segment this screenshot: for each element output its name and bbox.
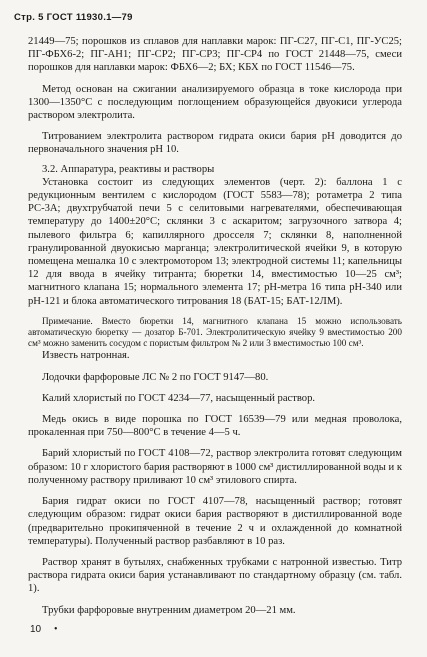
note-paragraph: Примечание. Вместо бюретки 14, магнитного клапана 15 можно использовать автоматическую бюретку — дозатор Б-701. Электролитическую ячейку 9 вместимостью 200 см³ можно заменить сосудом с пористым фильтром № 2 или 3 вместимостью 100 см³. (28, 315, 402, 349)
document-body (28, 35, 402, 617)
section-heading: 3.2. Аппаратура, реактивы и растворы (42, 163, 215, 175)
footer-mark: • (54, 624, 58, 635)
paragraph-5: Установка состоит из следующих элементов (черт. 2): баллона 1 с редукционным вентилем с кислородом (ГОСТ 5583—78); ротаметра 2 типа РС-3А; двухтрубчатой печи 5 с селитовыми нагревателями, обеспечивающая температуру до 1400±20°С; склянки 3 с аскаритом; загрузочного затвора 4; пылевого фильтра 6; капиллярного дросселя 7; склянки 8, наполненной гранулированной двуокисью марганца; электролитической ячейки 9, в которую помещена мешалка 10 с электромотором 13; электродной системы 11; капельницы 12 для ввода в ячейку титранта; бюретки 14, вместимостью 10—25 см³; магнитного клапана 15; нормального элемента 17; pH-метра 16 типа pH-340 или pH-121 и блока автоматического титрования 18 (БАТ-15; БАТ-12ЛМ). (28, 176, 402, 307)
paragraph-11: Барий хлористый по ГОСТ 4108—72, раствор электролита готовят следующим образом: 10 г хлористого бария растворяют в 1000 см³ дистиллированной воды и к полученному раствору приливают 10 см³ этилового спирта. (28, 448, 402, 486)
paragraph-1: 21449—75; порошков из сплавов для наплавки марок: ПГ-С27, ПГ-С1, ПГ-УС25; ПГ-ФБХ6-2; ПГ-АН1; ПГ-СР2; ПГ-СР3; ПГ-СР4 по ГОСТ 21448—75, смеси порошков для наплавки марок: ФБХ6—2; БХ; КБХ по ГОСТ 11546—75. (28, 36, 402, 74)
paragraph-10: Медь окись в виде порошка по ГОСТ 16539—79 или медная проволока, прокаленная при 750—800°С в течение 4—5 ч. (28, 414, 402, 439)
paragraph-8: Лодочки фарфоровые ЛС № 2 по ГОСТ 9147—80. (42, 371, 269, 383)
paragraph-12: Бария гидрат окиси по ГОСТ 4107—78, насыщенный раствор; готовят следующим образом: гидрат окиси бария растворяют в дистиллированной воде (предварительно прокипяченной в течение 2 ч и охлажденной до комнатной температуры). Полученный раствор разбавляют в 10 раз. (28, 496, 402, 547)
paragraph-3: Титрованием электролита раствором гидрата окиси бария pH доводится до первоначального значения pH 10. (28, 131, 402, 156)
paragraph-14: Трубки фарфоровые внутренним диаметром 20—21 мм. (42, 604, 296, 616)
running-header: Стр. 5 ГОСТ 11930.1—79 (14, 12, 133, 23)
paragraph-9: Калий хлористый по ГОСТ 4234—77, насыщенный раствор. (42, 392, 316, 404)
paragraph-2: Метод основан на сжигании анализируемого образца в токе кислорода при 1300—1350°С с последующим поглощением образующейся двуокиси углерода раствором электролита. (28, 83, 402, 122)
paragraph-7: Известь натронная. (42, 350, 130, 362)
paragraph-13: Раствор хранят в бутылях, снабженных трубками с натронной известью. Титр раствора гидрата окиси бария устанавливают по стандартному образцу (см. табл. 1). (28, 556, 402, 595)
page-number: 10 (30, 624, 42, 635)
